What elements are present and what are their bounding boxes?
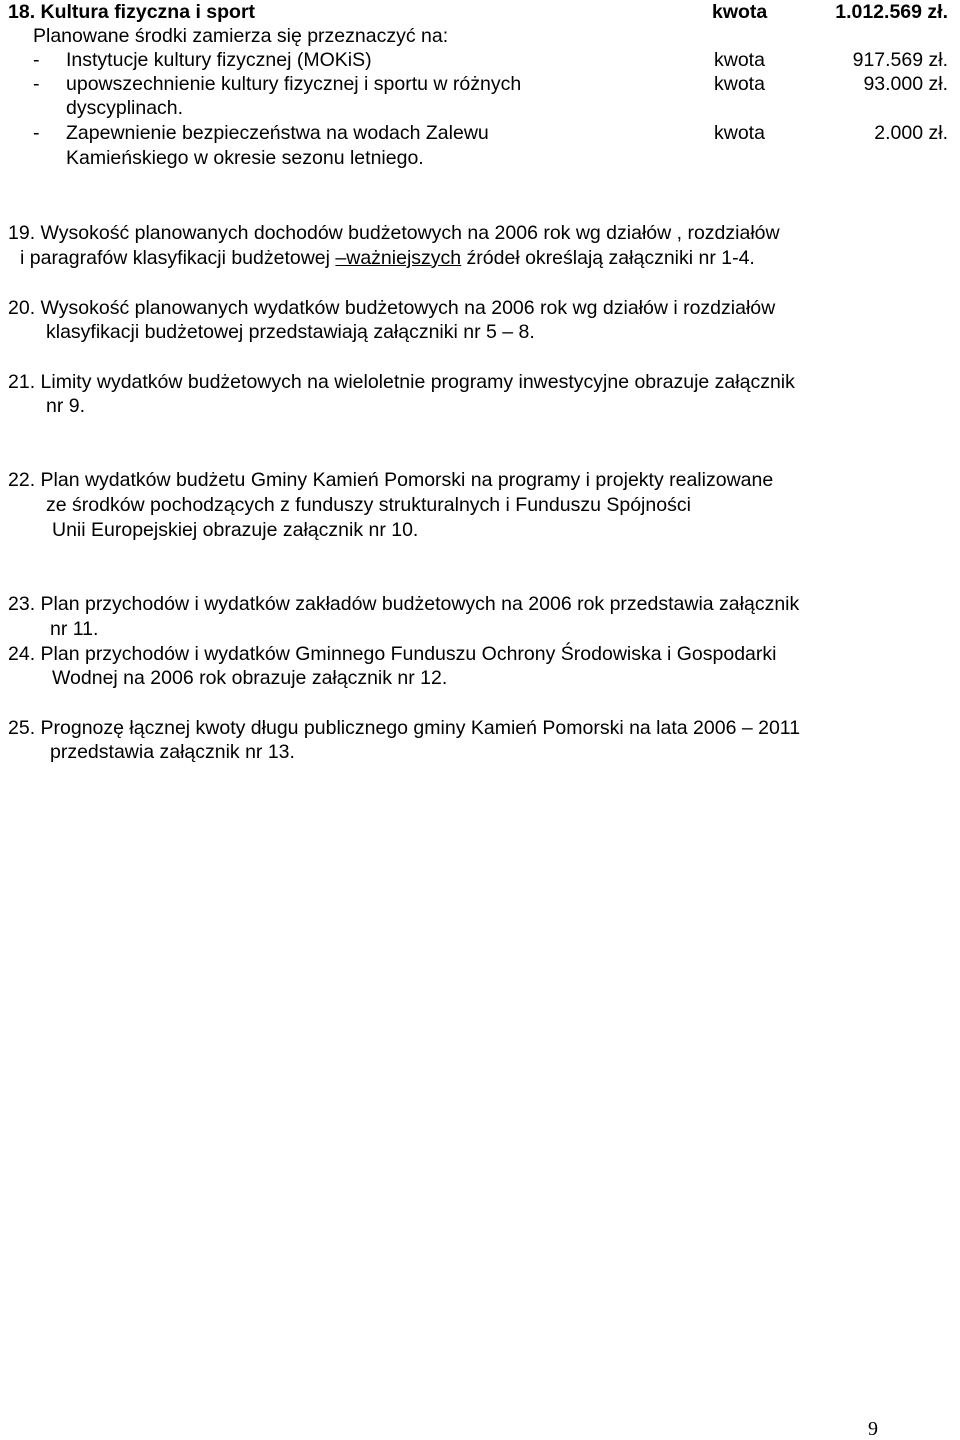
section-18-kwota-label: kwota	[712, 1, 768, 23]
paragraph-22-line2: ze środków pochodzących z funduszy strukturalnych i Funduszu Spójności	[46, 494, 691, 516]
paragraph-23-line1: 23. Plan przychodów i wydatków zakładów budżetowych na 2006 rok przedstawia załącznik	[8, 593, 800, 615]
paragraph-19-line2	[20, 246, 755, 270]
item-2-amount: 93.000 zł.	[863, 73, 948, 95]
paragraph-21-line2: nr 9.	[46, 395, 86, 417]
item-2-label-line2: dyscyplinach.	[66, 97, 184, 119]
paragraph-22-line1: 22. Plan wydatków budżetu Gminy Kamień Pomorski na programy i projekty realizowane	[8, 469, 774, 491]
item-2-label-line1: upowszechnienie kultury fizycznej i sportu w różnych	[66, 73, 522, 95]
paragraph-24-line1: 24. Plan przychodów i wydatków Gminnego Funduszu Ochrony Środowiska i Gospodarki	[8, 643, 777, 665]
item-3-label-line2: Kamieńskiego w okresie sezonu letniego.	[66, 147, 424, 169]
item-1-label: Instytucje kultury fizycznej (MOKiS)	[66, 49, 372, 71]
paragraph-20-line1: 20. Wysokość planowanych wydatków budżetowych na 2006 rok wg działów i rozdziałów	[8, 297, 776, 319]
paragraph-23-line2: nr 11.	[50, 618, 99, 640]
paragraph-25-line1: 25. Prognozę łącznej kwoty długu publicznego gminy Kamień Pomorski na lata 2006 – 2011	[8, 717, 801, 739]
section-18-total-amount: 1.012.569 zł.	[835, 1, 948, 23]
item-3-label-line1: Zapewnienie bezpieczeństwa na wodach Zalewu	[66, 122, 489, 144]
item-1-dash: -	[33, 49, 40, 71]
item-1-amount: 917.569 zł.	[852, 49, 948, 71]
item-3-amount: 2.000 zł.	[874, 122, 948, 144]
item-2-kwota-label: kwota	[714, 73, 765, 95]
paragraph-20-line2: klasyfikacji budżetowej przedstawiają załączniki nr 5 – 8.	[46, 321, 535, 343]
item-1-kwota-label: kwota	[714, 49, 765, 71]
paragraph-21-line1: 21. Limity wydatków budżetowych na wieloletnie programy inwestycyjne obrazuje załącznik	[8, 371, 795, 393]
paragraph-24-line2: Wodnej na 2006 rok obrazuje załącznik nr 12.	[52, 667, 448, 689]
paragraph-19-line1: 19. Wysokość planowanych dochodów budżetowych na 2006 rok wg działów , rozdziałów	[8, 222, 780, 244]
page-number: 9	[868, 1418, 878, 1440]
item-3-dash: -	[33, 122, 40, 144]
paragraph-19-line2-part2: –ważniejszych	[335, 247, 462, 269]
paragraph-25-line2: przedstawia załącznik nr 13.	[50, 741, 295, 763]
section-18-heading: 18. Kultura fizyczna i sport	[8, 1, 256, 23]
section-18-intro: Planowane środki zamierza się przeznaczyć na:	[33, 25, 449, 47]
paragraph-19-line2-part3: źródeł określają załączniki nr 1-4.	[461, 247, 755, 269]
paragraph-22-line3: Unii Europejskiej obrazuje załącznik nr 10.	[52, 519, 419, 541]
item-2-dash: -	[33, 73, 40, 95]
item-3-kwota-label: kwota	[714, 122, 765, 144]
paragraph-19-line2-part1: i paragrafów klasyfikacji budżetowej	[20, 247, 336, 269]
